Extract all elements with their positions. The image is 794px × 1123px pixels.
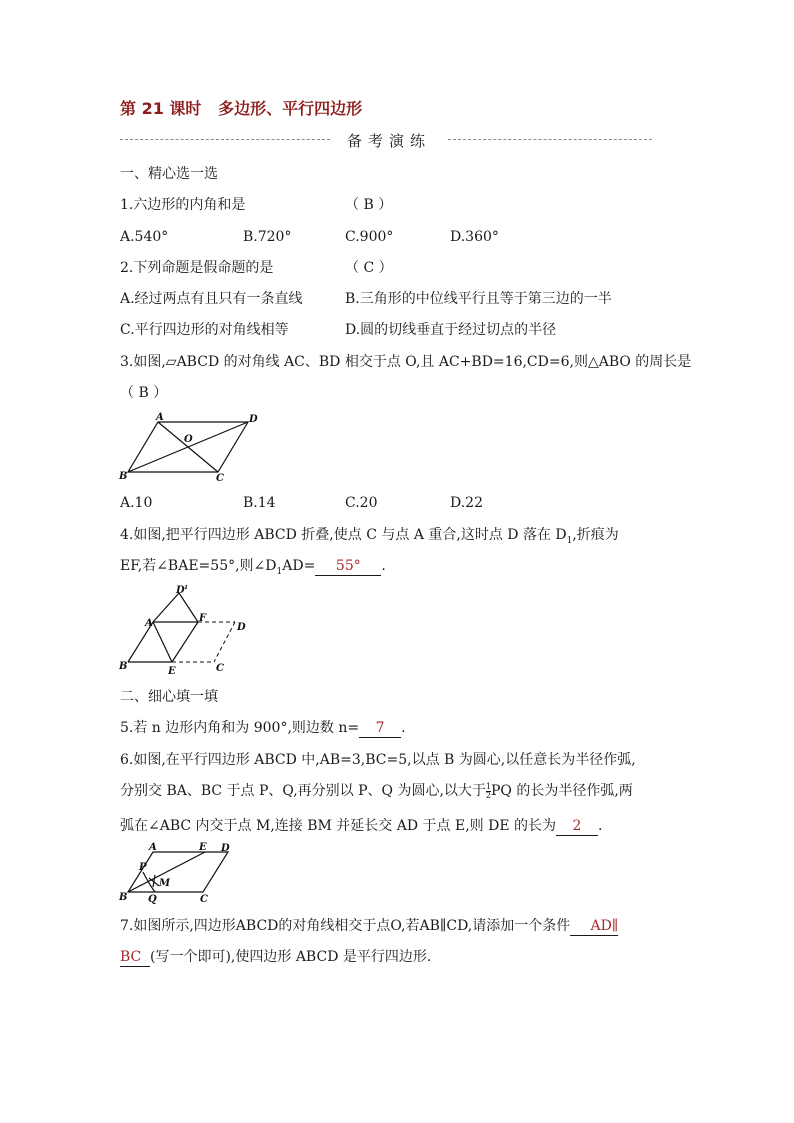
q6-label-q: Q bbox=[148, 894, 157, 904]
q3-label-a: A bbox=[156, 412, 164, 423]
q3-label-o: O bbox=[184, 434, 193, 445]
q4-label-d1: D bbox=[176, 585, 185, 596]
q4-label-d1-sub: 1 bbox=[184, 585, 189, 591]
q1-answer: （ B ） bbox=[345, 197, 393, 213]
q3-option-d: D.22 bbox=[450, 495, 483, 511]
q4-line2-part1: EF,若∠BAE=55°,则∠D bbox=[120, 558, 277, 574]
q6-label-b: B bbox=[119, 892, 128, 903]
q4-stem-line1 bbox=[120, 525, 619, 551]
divider-right bbox=[448, 139, 652, 140]
q6-angle-bisector-figure bbox=[115, 842, 245, 904]
q7-line1 bbox=[120, 916, 618, 936]
q6-label-m: M bbox=[159, 878, 171, 889]
q6-frac-num: 1 bbox=[485, 781, 491, 791]
q2-option-b: B.三角形的中位线平行且等于第三边的一半 bbox=[345, 291, 612, 307]
q2-stem: 2.下列命题是假命题的是 bbox=[120, 260, 274, 276]
q4-stem-part1: 4.如图,把平行四边形 ABCD 折叠,使点 C 与点 A 重合,这时点 D 落在 D bbox=[120, 527, 567, 543]
q5-end: . bbox=[401, 720, 406, 736]
q6-label-d: D bbox=[221, 843, 230, 854]
q3-parallelogram-figure bbox=[115, 410, 265, 485]
q3-stem: 3.如图,▱ABCD 的对角线 AC、BD 相交于点 O,且 AC+BD=16,CD=6,则△ABO 的周长是 bbox=[120, 354, 692, 370]
q7-line1-text: 7.如图所示,四边形ABCD的对角线相交于点O,若AB∥CD,请添加一个条件 bbox=[120, 918, 571, 934]
q4-label-a: A bbox=[145, 618, 153, 629]
q2-answer: （ C ） bbox=[345, 260, 393, 276]
lesson-title: 第 21 课时 多边形、平行四边形 bbox=[120, 99, 363, 118]
q1-option-b: B.720° bbox=[243, 229, 292, 245]
q3-label-d: D bbox=[249, 414, 258, 425]
q6-answer-blank[interactable]: 2 bbox=[556, 817, 598, 836]
q6-label-p: P bbox=[139, 862, 147, 873]
q3-option-b: B.14 bbox=[243, 495, 276, 511]
q6-line2-part1: 分别交 BA、BC 于点 P、Q,再分别以 P、Q 为圆心,以大于 bbox=[120, 783, 486, 799]
q4-folding-figure bbox=[115, 585, 255, 677]
q3-option-c: C.20 bbox=[345, 495, 378, 511]
q7-line2 bbox=[120, 947, 431, 967]
part1-heading: 一、精心选一选 bbox=[120, 166, 218, 182]
q6-frac-den: 2 bbox=[485, 790, 491, 800]
q2-option-a: A.经过两点有且只有一条直线 bbox=[120, 291, 303, 307]
q5-stem: 5.若 n 边形内角和为 900°,则边数 n= bbox=[120, 720, 360, 736]
section-header: 备考演练 bbox=[346, 132, 431, 150]
q6-line1: 6.如图,在平行四边形 ABCD 中,AB=3,BC=5,以点 B 为圆心,以任意长为半径作弧, bbox=[120, 752, 636, 768]
q4-label-e: E bbox=[168, 666, 176, 677]
q3-label-c: C bbox=[216, 473, 224, 484]
q7-line2-rest: (写一个即可),使四边形 ABCD 是平行四边形. bbox=[150, 949, 432, 965]
q1-stem: 1.六边形的内角和是 bbox=[120, 197, 246, 213]
q3-option-a: A.10 bbox=[120, 495, 153, 511]
q6-line3 bbox=[120, 816, 602, 836]
q6-line3-text: 弧在∠ABC 内交于点 M,连接 BM 并延长交 AD 于点 E,则 DE 的长为 bbox=[120, 818, 557, 834]
q4-line2-part2: AD= bbox=[282, 558, 316, 574]
q6-label-c: C bbox=[200, 894, 208, 904]
q4-line2-sub: 1 bbox=[276, 566, 283, 577]
q4-stem-sub1: 1 bbox=[566, 535, 573, 546]
q7-answer-blank-part2[interactable]: BC bbox=[120, 948, 150, 967]
q7-answer-blank-part1[interactable]: AD∥ bbox=[570, 917, 618, 936]
q5-stem-line bbox=[120, 718, 406, 738]
q6-line2-part2: PQ 的长为半径作弧,两 bbox=[491, 783, 633, 799]
q4-answer-blank[interactable]: 55° bbox=[315, 557, 381, 576]
q4-label-c: C bbox=[216, 663, 224, 674]
q4-label-b: B bbox=[119, 661, 128, 672]
q4-stem-part2: ,折痕为 bbox=[572, 527, 619, 543]
q4-stem-line2 bbox=[120, 556, 386, 582]
q3-answer: （ B ） bbox=[120, 385, 168, 401]
q4-line2-end: . bbox=[381, 558, 386, 574]
q2-option-c: C.平行四边形的对角线相等 bbox=[120, 322, 289, 338]
q6-label-e: E bbox=[199, 842, 207, 853]
q4-label-d: D bbox=[237, 622, 246, 633]
q1-option-a: A.540° bbox=[120, 229, 169, 245]
q1-option-c: C.900° bbox=[345, 229, 394, 245]
q6-end: . bbox=[598, 818, 603, 834]
q3-label-b: B bbox=[119, 471, 128, 482]
q6-line2 bbox=[120, 781, 633, 801]
divider-left bbox=[120, 139, 330, 140]
q5-answer-blank[interactable]: 7 bbox=[359, 719, 401, 738]
q1-option-d: D.360° bbox=[450, 229, 499, 245]
part2-heading: 二、细心填一填 bbox=[120, 689, 218, 705]
q6-label-a: A bbox=[149, 842, 157, 853]
q4-label-f: F bbox=[199, 613, 207, 624]
q2-option-d: D.圆的切线垂直于经过切点的半径 bbox=[345, 322, 557, 338]
